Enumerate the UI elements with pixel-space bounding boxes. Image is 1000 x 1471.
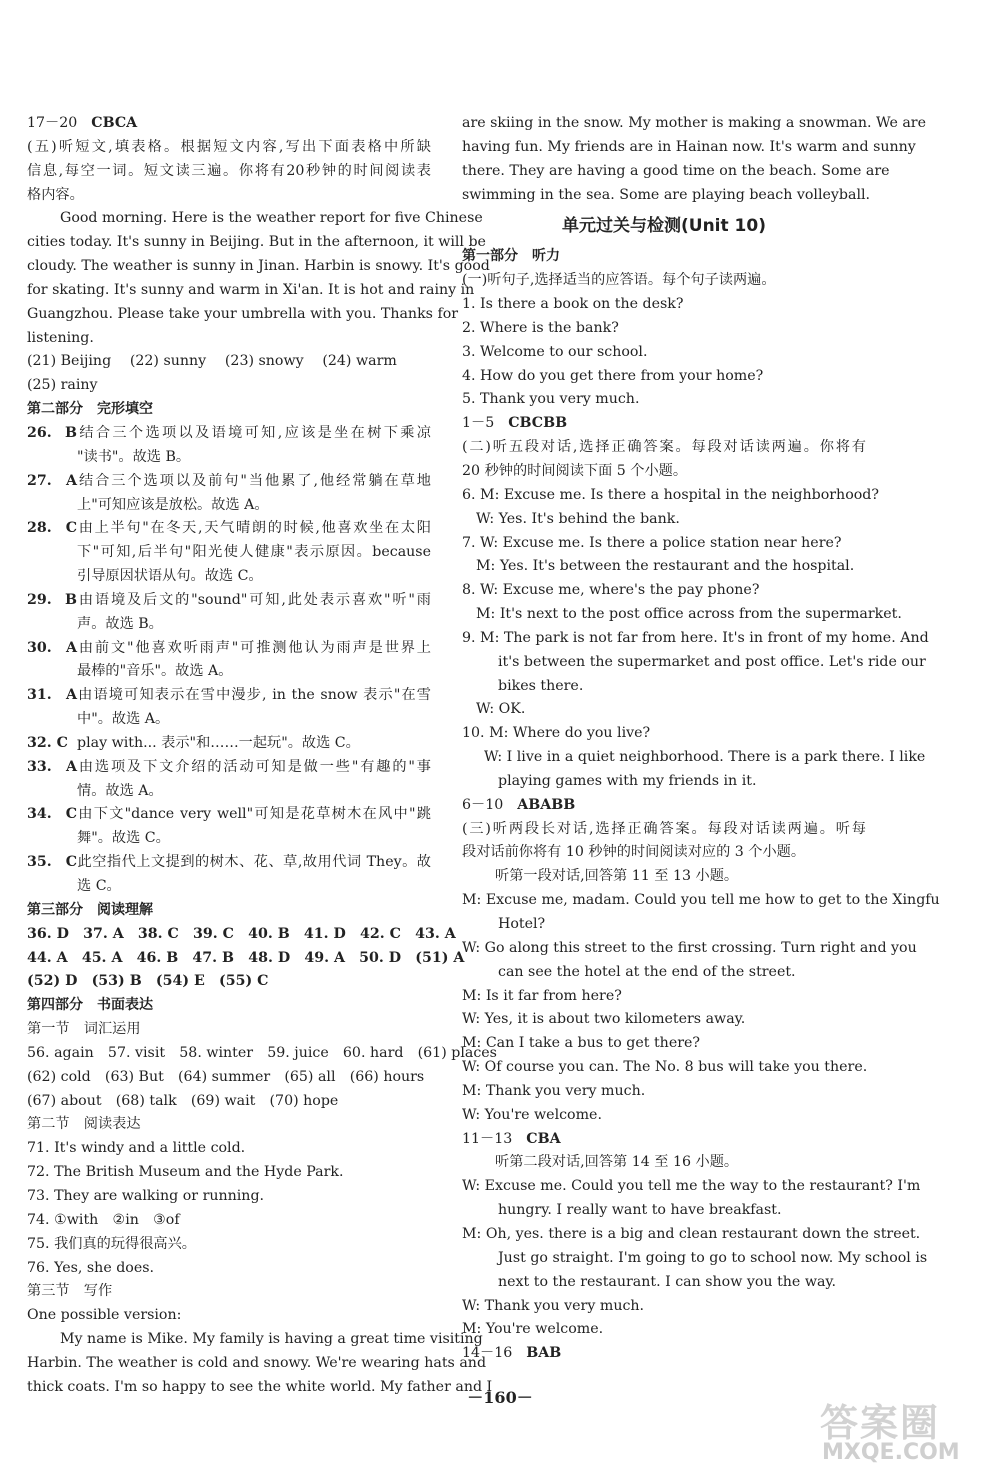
question-line: 3. Welcome to our school.: [462, 343, 648, 360]
instruction-text: 段对话前你将有 10 秒钟的时间阅读对应的 3 个小题。: [462, 844, 806, 861]
instruction-text: (一)听句子,选择适当的应答语。每个句子读两遍。: [462, 272, 776, 289]
instruction-text: 信息,每空一词。短文读三遍。你将有20秒钟的时间阅读表: [27, 162, 431, 179]
instruction-text: 格内容。: [27, 186, 84, 203]
answer-line: 36. D 37. A 38. C 39. C 40. B 41. D 42. C 43. A: [27, 925, 456, 942]
explanation-line: 28. C由上半句"在冬天,天气晴朗的时候,他喜欢坐在太阳: [27, 520, 431, 537]
dialogue-line: can see the hotel at the end of the street.: [498, 963, 796, 980]
question-line: 1. Is there a book on the desk?: [462, 296, 684, 313]
explanation-line: 34. C由下文"dance very well"可知是花草树木在风中"跳: [27, 806, 431, 823]
explanation-line: 最棒的"音乐"。故选 A。: [77, 663, 233, 680]
explanation-line: 31. A由语境可知表示在雪中漫步, in the snow 表示"在雪: [27, 687, 431, 704]
explanation-line: "读书"。故选 B。: [77, 448, 191, 465]
dialogue-line: M: Oh, yes. there is a big and clean restaurant down the street.: [462, 1225, 921, 1242]
passage-text: cities today. It's sunny in Beijing. But in the afternoon, it will be: [27, 234, 486, 251]
section-heading: 第一部分 听力: [462, 248, 560, 265]
watermark-url: MXQE.COM: [822, 1440, 960, 1465]
answer-line: 76. Yes, she does.: [27, 1259, 155, 1276]
answer-line: (21) Beijing (22) sunny (23) snowy (24) warm: [27, 353, 397, 370]
dialogue-line: W: Yes, it is about two kilometers away.: [462, 1011, 746, 1028]
explanation-line: 32. C play with... 表示"和……一起玩"。故选 C。: [27, 734, 360, 751]
dialogue-line: 10. M: Where do you live?: [462, 725, 651, 742]
watermark: [812, 1392, 992, 1466]
answer-line: 72. The British Museum and the Hyde Park.: [27, 1164, 344, 1181]
dialogue-line: M: Thank you very much.: [462, 1082, 646, 1099]
explanation-line: 35. C此空指代上文提到的树木、花、草,故用代词 They。故: [27, 854, 431, 871]
answer-line: 44. A 45. A 46. B 47. B 48. D 49. A 50. D (51) A: [27, 949, 465, 966]
explanation-line: 上"可知应该是放松。故选 A。: [77, 496, 269, 513]
dialogue-line: playing games with my friends in it.: [498, 772, 757, 789]
page-number: －160－: [467, 1388, 533, 1407]
explanation-line: 舞"。故选 C。: [77, 830, 170, 847]
essay-text: thick coats. I'm so happy to see the white world. My father and I: [27, 1378, 493, 1395]
unit-title: 单元过关与检测(Unit 10): [562, 216, 766, 237]
dialogue-line: Hotel?: [498, 916, 546, 932]
essay-text: are skiing in the snow. My mother is making a snowman. We are: [462, 115, 926, 131]
answer-line: (25) rainy: [27, 377, 98, 394]
essay-text: Harbin. The weather is cold and snowy. We're wearing hats and: [27, 1354, 487, 1371]
dialogue-line: W: Thank you very much.: [462, 1297, 645, 1314]
dialogue-line: 8. W: Excuse me, where's the pay phone?: [462, 582, 760, 599]
instruction-text: (二)听五段对话,选择正确答案。每段对话读两遍。你将有: [462, 439, 866, 456]
dialogue-line: W: Of course you can. The No. 8 bus will take you there.: [462, 1059, 868, 1076]
explanation-line: 30. A由前文"他喜欢听雨声"可推测他认为雨声是世界上: [27, 639, 431, 656]
answer-line: 74. ①with ②in ③of: [27, 1211, 180, 1228]
passage-text: listening.: [27, 329, 94, 346]
instruction-text: 20 秒钟的时间阅读下面 5 个小题。: [462, 462, 688, 479]
answer-line: 75. 我们真的玩得很高兴。: [27, 1235, 196, 1252]
dialogue-line: 9. M: The park is not far from here. It's in front of my home. And: [462, 629, 929, 646]
subsection-heading: 第三节 写作: [27, 1283, 113, 1300]
section-heading: 第三部分 阅读理解: [27, 901, 153, 918]
explanation-line: 中"。故选 A。: [77, 711, 170, 728]
dialogue-line: W: Yes. It's behind the bank.: [476, 510, 680, 527]
answer-line: (67) about (68) talk (69) wait (70) hope: [27, 1092, 339, 1109]
dialogue-line: W: Go along this street to the first crossing. Turn right and you: [462, 939, 917, 956]
dialogue-line: 6. M: Excuse me. Is there a hospital in the neighborhood?: [462, 486, 879, 503]
instruction-text: (五)听短文,填表格。根据短文内容,写出下面表格中所缺: [27, 138, 431, 155]
essay-text: My name is Mike. My family is having a great time visiting: [60, 1331, 483, 1348]
dialogue-line: W: You're welcome.: [462, 1106, 602, 1123]
answer-line: 71. It's windy and a little cold.: [27, 1140, 246, 1157]
essay-text: swimming in the sea. Some are playing beach volleyball.: [462, 186, 871, 203]
explanation-line: 29. B由语境及后文的"sound"可知,此处表示喜欢"听"雨: [27, 591, 431, 608]
dialogue-line: M: Is it far from here?: [462, 987, 622, 1004]
instruction-text: 听第二段对话,回答第 14 至 16 小题。: [495, 1154, 739, 1171]
passage-text: Good morning. Here is the weather report for five Chinese: [60, 210, 483, 227]
question-line: 4. How do you get there from your home?: [462, 367, 764, 384]
subsection-heading: 第二节 阅读表达: [27, 1116, 141, 1133]
section-heading: 第四部分 书面表达: [27, 997, 153, 1014]
right-column: [462, 112, 940, 1366]
watermark-logo: 答案圈: [820, 1401, 941, 1445]
answer-line: 73. They are walking or running.: [27, 1187, 265, 1204]
question-line: 2. Where is the bank?: [462, 319, 619, 336]
dialogue-line: 7. W: Excuse me. Is there a police station near here?: [462, 534, 842, 551]
dialogue-line: M: It's next to the post office across from the supermarket.: [476, 606, 902, 623]
passage-text: cloudy. The weather is sunny in Jinan. Harbin is snowy. It's good: [27, 258, 490, 275]
essay-text: having fun. My friends are in Hainan now. It's warm and sunny: [462, 138, 916, 155]
instruction-text: 听第一段对话,回答第 11 至 13 小题。: [495, 868, 739, 885]
dialogue-line: W: OK.: [476, 701, 526, 718]
section-heading: 第二部分 完形填空: [27, 401, 153, 418]
dialogue-line: M: Can I take a bus to get there?: [462, 1035, 700, 1052]
essay-text: there. They are having a good time on the beach. Some are: [462, 162, 890, 179]
passage-text: Guangzhou. Please take your umbrella with you. Thanks for: [27, 305, 459, 322]
dialogue-line: W: I live in a quiet neighborhood. There is a park there. I like: [484, 749, 926, 766]
answer-line: 14－16 BAB: [462, 1345, 562, 1362]
question-line: 5. Thank you very much.: [462, 391, 640, 408]
explanation-line: 27. A结合三个选项以及前句"当他累了,他经常躺在草地: [27, 472, 431, 489]
dialogue-line: bikes there.: [498, 677, 584, 694]
essay-label: One possible version:: [27, 1307, 182, 1324]
answer-line: 11－13 CBA: [462, 1130, 561, 1147]
left-column: [27, 112, 497, 1400]
passage-text: for skating. It's sunny and warm in Xi'an. It is hot and rainy in: [27, 281, 475, 298]
explanation-line: 下"可知,后半句"阳光使人健康"表示原因。because: [77, 544, 431, 561]
dialogue-line: M: Excuse me, madam. Could you tell me how to get to the Xingfu: [462, 892, 940, 909]
explanation-line: 引导原因状语从句。故选 C。: [77, 568, 263, 585]
answer-line: 56. again 57. visit 58. winter 59. juice 60. hard (61) places: [27, 1044, 497, 1061]
answer-line: (52) D (53) B (54) E (55) C: [27, 973, 269, 990]
subsection-heading: 第一节 词汇运用: [27, 1021, 141, 1038]
dialogue-line: W: Excuse me. Could you tell me the way to the restaurant? I'm: [462, 1178, 921, 1195]
dialogue-line: M: Yes. It's between the restaurant and the hospital.: [476, 558, 855, 575]
answer-line: 17－20 CBCA: [27, 115, 138, 131]
dialogue-line: next to the restaurant. I can show you the way.: [498, 1273, 837, 1290]
answer-line: 6－10 ABABB: [462, 796, 576, 813]
dialogue-line: Just go straight. I'm going to go to school now. My school is: [498, 1249, 928, 1266]
explanation-line: 33. A由选项及下文介绍的活动可知是做一些"有趣的"事: [27, 758, 431, 775]
explanation-line: 情。故选 A。: [77, 782, 163, 799]
dialogue-line: hungry. I really want to have breakfast.: [498, 1202, 782, 1219]
answer-line: 1－5 CBCBB: [462, 415, 568, 432]
explanation-line: 选 C。: [77, 878, 121, 894]
answer-line: (62) cold (63) But (64) summer (65) all (66) hours: [27, 1068, 425, 1085]
dialogue-line: it's between the supermarket and post office. Let's ride our: [498, 653, 926, 670]
instruction-text: (三)听两段长对话,选择正确答案。每段对话读两遍。听每: [462, 820, 866, 837]
explanation-line: 声。故选 B。: [77, 615, 163, 632]
dialogue-line: M: You're welcome.: [462, 1321, 604, 1338]
explanation-line: 26. B结合三个选项以及语境可知,应该是坐在树下乘凉: [27, 424, 431, 441]
